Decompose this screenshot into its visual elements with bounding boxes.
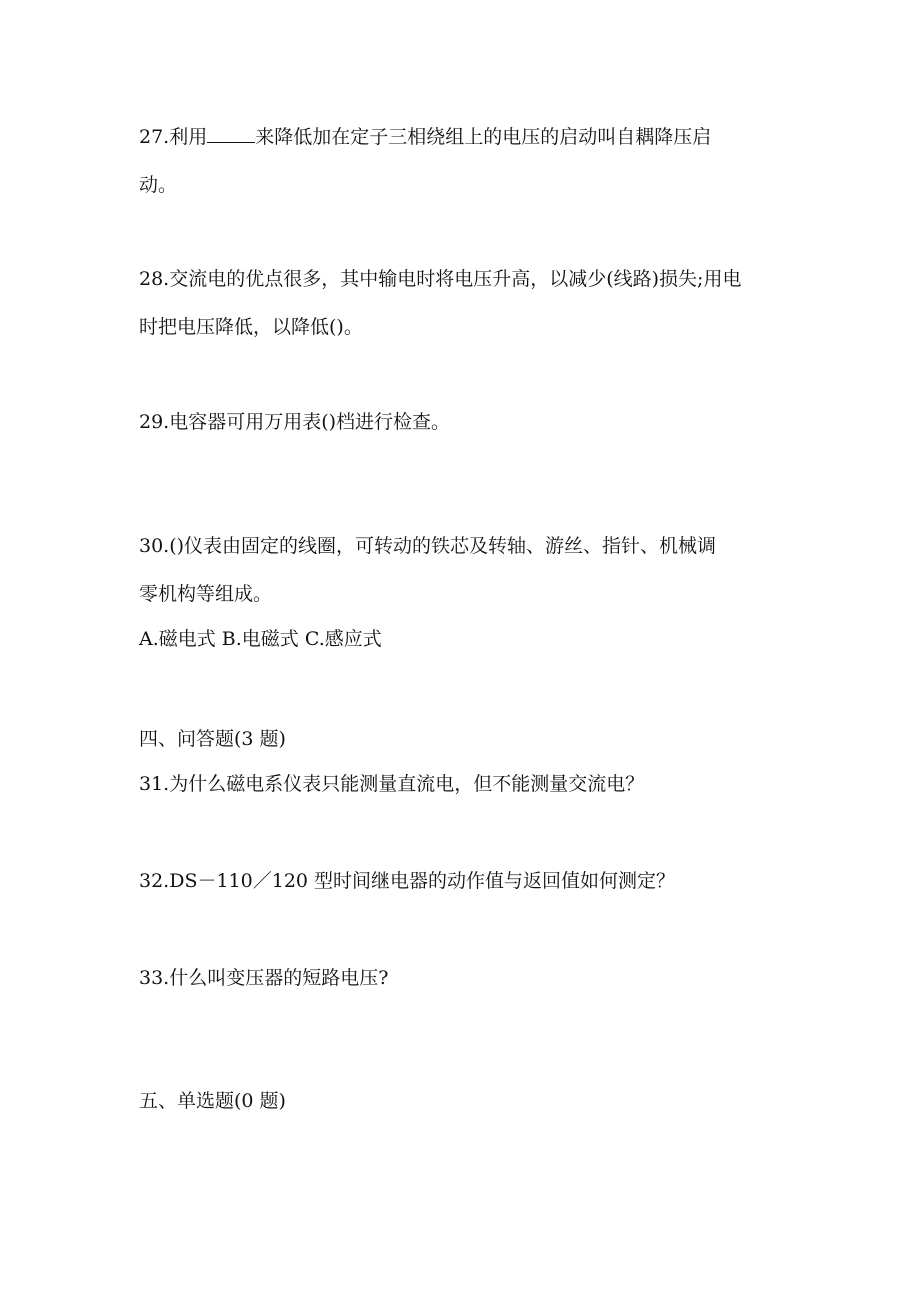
fill-blank	[207, 126, 255, 143]
question-31: 31.为什么磁电系仪表只能测量直流电，但不能测量交流电？	[139, 773, 645, 795]
question-27-line-1	[139, 125, 711, 149]
question-30-options: A.磁电式 B.电磁式 C.感应式	[139, 628, 382, 650]
question-32: 32.DS－110／120 型时间继电器的动作值与返回值如何测定？	[139, 870, 676, 892]
question-27-text: 来降低加在定子三相绕组上的电压的启动叫自耦降压启	[255, 126, 712, 148]
question-28-line-1: 28.交流电的优点很多，其中输电时将电压升高，以减少(线路)损失;用电	[139, 268, 742, 290]
question-27-line-2: 动。	[139, 174, 178, 196]
question-30-line-1: 30.()仪表由固定的线圈，可转动的铁芯及转轴、游丝、指针、机械调	[139, 535, 717, 557]
question-33: 33.什么叫变压器的短路电压?	[139, 967, 389, 989]
question-29: 29.电容器可用万用表()档进行检查。	[139, 411, 451, 433]
section-4-heading: 四、问答题(3 题)	[139, 728, 286, 750]
question-30-line-2: 零机构等组成。	[139, 583, 273, 605]
section-5-heading: 五、单选题(0 题)	[139, 1090, 286, 1112]
question-28-line-2: 时把电压降低，以降低()。	[139, 316, 363, 338]
question-27-prefix: 27.利用	[139, 126, 208, 148]
